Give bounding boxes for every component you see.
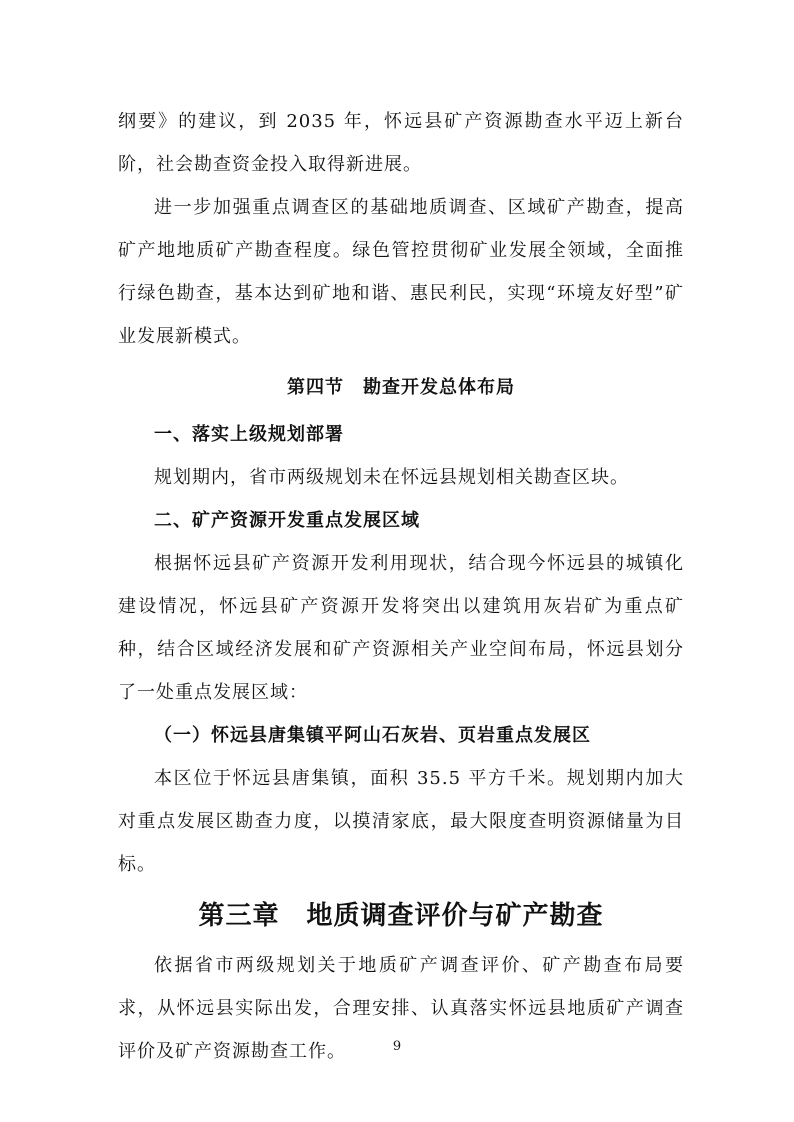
paragraph-goals: 进一步加强重点调查区的基础地质调查、区域矿产勘查，提高矿产地地质矿产勘查程度。绿色管控贯彻矿业发展全领域，全面推行绿色勘查，基本达到矿地和谐、惠民利民，实现“环境友好型”矿业发展新模式。 bbox=[118, 197, 684, 347]
subheading-key-development-area: 二、矿产资源开发重点发展区域 bbox=[154, 510, 420, 531]
chapter-title: 第三章 地质调查评价与矿产勘查 bbox=[198, 901, 604, 931]
page-content bbox=[118, 100, 684, 1073]
paragraph-area-description: 本区位于怀远县唐集镇，面积 35.5 平方千米。规划期内加大对重点发展区勘查力度，以摸清家底，最大限度查明资源储量为目标。 bbox=[118, 768, 684, 875]
paragraph-plan-period: 规划期内，省市两级规划未在怀远县规划相关勘查区块。 bbox=[154, 467, 629, 488]
paragraph-chapter-intro: 依据省市两级规划关于地质矿产调查评价、矿产勘查布局要求，从怀远县实际出发，合理安排、认真落实怀远县地质矿产调查评价及矿产资源勘查工作。 bbox=[118, 955, 684, 1062]
subheading-plan-deployment: 一、落实上级规划部署 bbox=[154, 424, 344, 445]
paragraph-development-status: 根据怀远县矿产资源开发利用现状，结合现今怀远县的城镇化建设情况，怀远县矿产资源开发将突出以建筑用灰岩矿为重点矿种，结合区域经济发展和矿产资源相关产业空间布局，怀远县划分了一处重点发展区域： bbox=[118, 553, 684, 703]
section-title: 第四节 勘查开发总体布局 bbox=[287, 377, 515, 398]
subheading-tangji-area: （一）怀远县唐集镇平阿山石灰岩、页岩重点发展区 bbox=[154, 725, 591, 746]
page-number: 9 bbox=[392, 1039, 402, 1054]
paragraph-continuation: 纲要》的建议，到 2035 年，怀远县矿产资源勘查水平迈上新台阶，社会勘查资金投入取得新进展。 bbox=[118, 111, 684, 175]
